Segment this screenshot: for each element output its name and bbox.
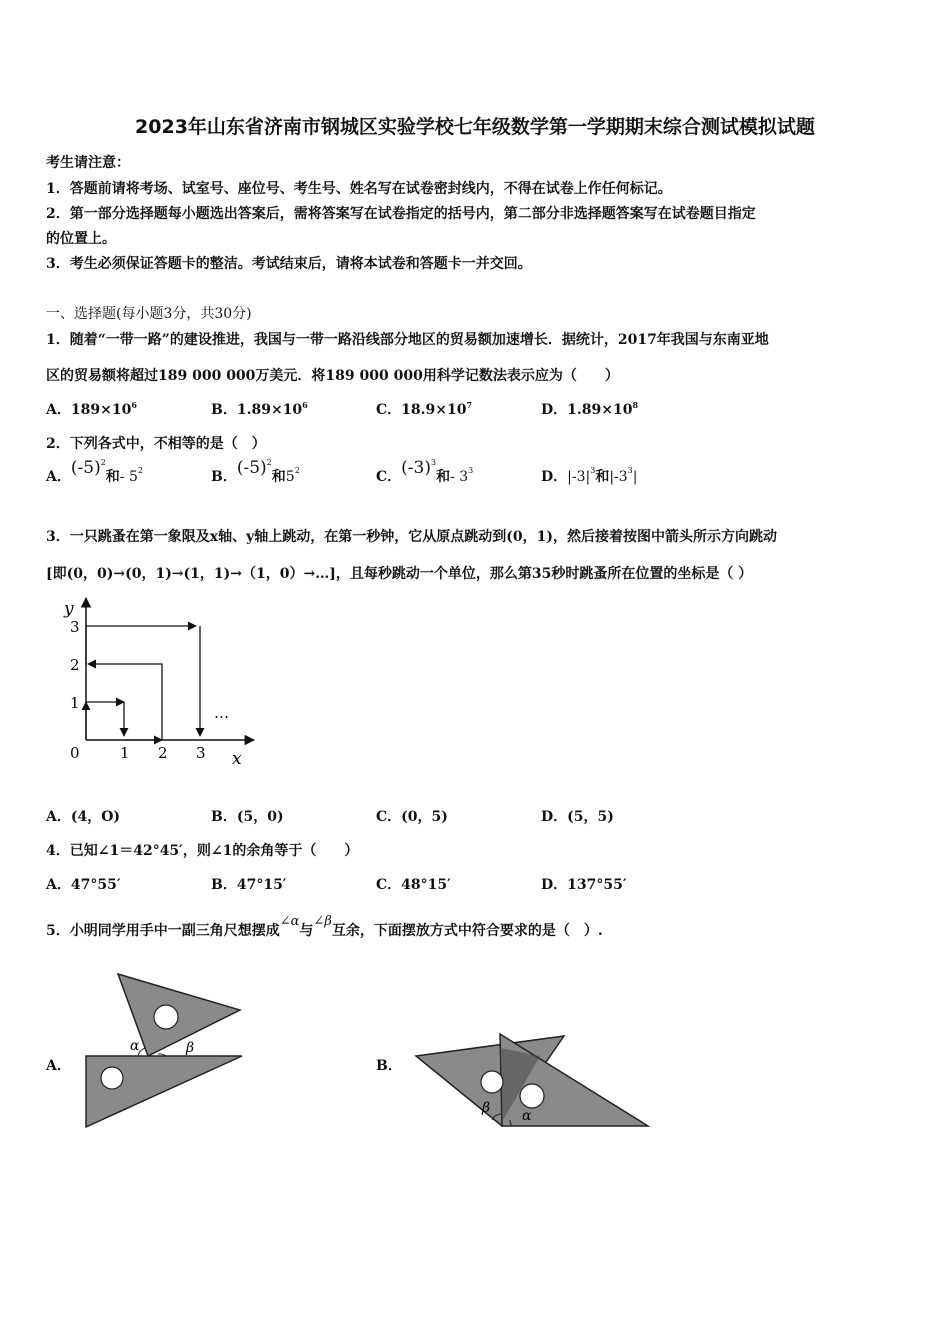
q4-option-b[interactable]: B．47°15′ — [211, 877, 287, 893]
q4-option-d[interactable]: D．137°55′ — [541, 877, 627, 893]
alpha-label: α — [522, 1108, 532, 1124]
ellipsis: … — [214, 704, 229, 722]
q2-option-b[interactable]: B．$(-5)^2$和$5^2$ — [211, 458, 300, 485]
x-tick-2: 2 — [158, 744, 168, 762]
y-tick-1: 1 — [70, 694, 80, 712]
q1-option-a[interactable]: A．$189\times 10^6$ — [46, 400, 137, 418]
x-axis-label: x — [232, 749, 242, 769]
q1-option-b[interactable]: B．$1.89\times 10^6$ — [211, 400, 308, 418]
q5-option-a-label[interactable]: A． — [46, 1058, 71, 1074]
q1-option-c[interactable]: C．$18.9\times 10^7$ — [376, 400, 473, 418]
section-heading: 一、选择题(每小题3分，共30分) — [46, 306, 252, 322]
notice-item-3: 3．考生必须保证答题卡的整洁。考试结束后，请将本试卷和答题卡一并交回。 — [46, 256, 532, 272]
q5-option-b-figure[interactable] — [412, 1030, 654, 1132]
q3-option-d[interactable]: D．(5，5) — [541, 809, 614, 825]
q4-option-a[interactable]: A．47°55′ — [46, 877, 121, 893]
q5-stem: 5．小明同学用手中一副三角尺想摆成∠α与∠β互余，下面摆放方式中符合要求的是（ ）. — [46, 914, 603, 939]
q3-jump-graph — [56, 592, 266, 772]
q3-option-c[interactable]: C．(0，5) — [376, 809, 448, 825]
q5-option-a-figure[interactable] — [80, 970, 250, 1135]
notice-item-2: 2．第一部分选择题每小题选出答案后，需将答案写在试卷指定的括号内，第二部分非选择题答案写在试卷题目指定 — [46, 206, 756, 222]
q2-option-c[interactable]: C．$(-3)^3$和- $3^3$ — [376, 458, 474, 485]
q5-option-b-label[interactable]: B． — [376, 1058, 402, 1074]
notice-heading: 考生请注意： — [46, 155, 130, 171]
q2-stem: 2．下列各式中，不相等的是（ ） — [46, 436, 266, 452]
q2-option-d[interactable]: D．$|-3|^3$和$|-3^3|$ — [541, 466, 638, 485]
q1-line1: 1．随着“一带一路”的建设推进，我国与一带一路沿线部分地区的贸易额加速增长．据统计，2017年我国与东南亚地 — [46, 332, 769, 348]
beta-label: β — [186, 1040, 195, 1056]
notice-item-1: 1．答题前请将考场、试室号、座位号、考生号、姓名写在试卷密封线内，不得在试卷上作任何标记。 — [46, 181, 672, 197]
page-title: 2023年山东省济南市钢城区实验学校七年级数学第一学期期末综合测试模拟试题 — [135, 116, 815, 138]
q4-option-c[interactable]: C．48°15′ — [376, 877, 451, 893]
origin-label: 0 — [70, 744, 80, 762]
q1-option-d[interactable]: D．$1.89\times 10^8$ — [541, 400, 639, 418]
q3-option-b[interactable]: B．(5，0) — [211, 809, 284, 825]
x-tick-1: 1 — [120, 744, 130, 762]
q1-line2: 区的贸易额将超过189 000 000万美元．将189 000 000用科学记数法表示应为（ ） — [46, 368, 619, 384]
beta-label: β — [482, 1100, 491, 1116]
q4-stem: 4．已知∠1＝42°45′，则∠1的余角等于（ ） — [46, 843, 359, 859]
y-axis-label: y — [64, 599, 74, 619]
q3-line2: [即(0，0)→(0，1)→(1，1)→（1，0）→…]，且每秒跳动一个单位，那么第35秒时跳蚤所在位置的坐标是（ ） — [46, 566, 753, 582]
triangle-lower — [86, 1056, 242, 1127]
q2-option-a[interactable]: A．$(-5)^2$和- $5^2$ — [46, 458, 143, 485]
q3-option-a[interactable]: A．(4，O) — [46, 809, 121, 825]
q3-line1: 3．一只跳蚤在第一象限及x轴、y轴上跳动，在第一秒钟，它从原点跳动到(0，1)，然后接着按图中箭头所示方向跳动 — [46, 529, 777, 545]
notice-item-2-cont: 的位置上。 — [46, 231, 116, 247]
alpha-label: α — [130, 1038, 140, 1054]
y-tick-2: 2 — [70, 656, 80, 674]
y-tick-3: 3 — [70, 618, 80, 636]
x-tick-3: 3 — [196, 744, 206, 762]
